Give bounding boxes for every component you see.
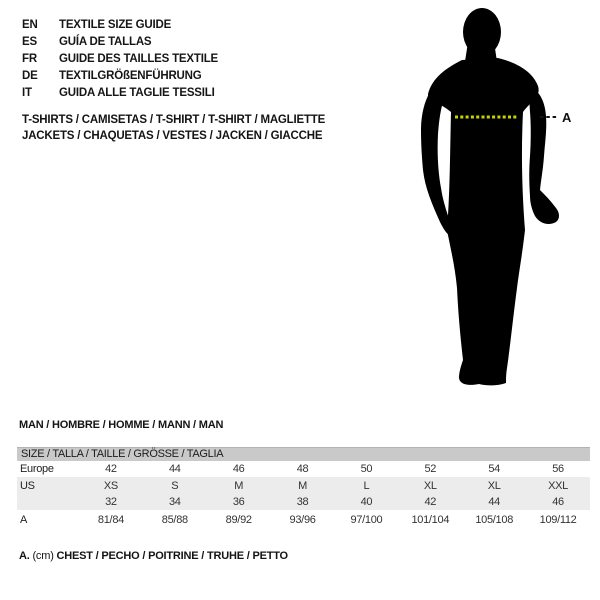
table-cell: M <box>298 479 307 492</box>
table-cell: 48 <box>296 463 309 475</box>
table-cell: 46 <box>552 496 564 508</box>
language-label: GUIDA ALLE TAGLIE TESSILI <box>59 87 215 99</box>
table-cell: 54 <box>488 463 500 475</box>
table-cell: 44 <box>488 496 500 508</box>
language-label: GUÍA DE TALLAS <box>59 36 152 48</box>
table-cell: 42 <box>424 496 437 508</box>
row-label: US <box>20 479 35 492</box>
language-code: EN <box>22 19 38 31</box>
row-label: A <box>20 513 28 526</box>
table-cell: 89/92 <box>225 513 252 526</box>
table-cell: XL <box>423 479 437 492</box>
language-row <box>22 34 218 51</box>
table-cell: 46 <box>232 463 245 475</box>
table-cell: 97/100 <box>350 513 383 526</box>
language-label: TEXTILGRÖßENFÜHRUNG <box>59 70 202 82</box>
footnote-text: CHEST / PECHO / POITRINE / TRUHE / PETTO <box>56 550 288 562</box>
table-cell: XXL <box>548 479 569 492</box>
table-row-chest <box>17 510 590 529</box>
measurement-footnote <box>19 549 288 563</box>
table-cell: 105/108 <box>475 513 514 526</box>
silhouette-right-arm <box>529 88 559 224</box>
silhouette-shapes <box>421 8 559 385</box>
footnote-unit: (cm) <box>32 550 54 562</box>
language-code: DE <box>22 70 38 82</box>
table-cell: 81/84 <box>97 513 124 526</box>
size-table <box>17 447 590 529</box>
table-cell: 101/104 <box>411 513 450 526</box>
table-cell: 93/96 <box>289 513 316 526</box>
table-cell: 56 <box>552 463 564 475</box>
table-cell: 38 <box>296 496 309 508</box>
table-row-us-letters <box>17 477 590 494</box>
silhouette-legs <box>447 230 525 385</box>
silhouette-torso <box>428 58 539 230</box>
table-cell: 42 <box>105 463 117 475</box>
row-label: Europe <box>20 463 54 475</box>
table-cell: 52 <box>424 463 437 475</box>
table-cell: S <box>171 479 179 492</box>
table-cell: 85/88 <box>161 513 188 526</box>
measure-label-a: A <box>562 110 572 125</box>
table-cell: M <box>234 479 244 492</box>
language-row <box>22 68 218 85</box>
table-cell: 32 <box>105 496 117 508</box>
section-title-man: MAN / HOMBRE / HOMME / MANN / MAN <box>19 419 224 431</box>
table-row-us-numbers <box>17 494 590 510</box>
category-list <box>22 112 325 144</box>
table-cell: 36 <box>232 496 245 508</box>
table-cell: L <box>363 479 370 492</box>
category-jackets: JACKETS / CHAQUETAS / VESTES / JACKEN / GIACCHE <box>22 130 323 142</box>
language-code: ES <box>22 36 37 48</box>
category-tshirts: T-SHIRTS / CAMISETAS / T-SHIRT / T-SHIRT / MAGLIETTE <box>22 114 326 126</box>
language-code: IT <box>22 87 32 99</box>
size-table-header: SIZE / TALLA / TAILLE / GRÖSSE / TAGLIA <box>17 447 590 461</box>
man-silhouette-svg <box>390 4 590 400</box>
table-cell: 109/112 <box>539 513 577 526</box>
table-row-europe <box>17 461 590 477</box>
table-cell: 40 <box>360 496 373 508</box>
language-code: FR <box>22 53 37 65</box>
man-silhouette-figure <box>390 4 590 400</box>
language-list <box>22 17 218 102</box>
table-cell: 50 <box>360 463 373 475</box>
language-label: GUIDE DES TAILLES TEXTILE <box>59 53 218 65</box>
language-row <box>22 85 218 102</box>
table-cell: 44 <box>168 463 181 475</box>
language-row <box>22 17 218 34</box>
table-cell: XS <box>103 479 118 492</box>
language-label: TEXTILE SIZE GUIDE <box>59 19 172 31</box>
table-cell: 34 <box>168 496 181 508</box>
footnote-label: A. <box>19 550 30 562</box>
table-cell: XL <box>487 479 501 492</box>
language-row <box>22 51 218 68</box>
